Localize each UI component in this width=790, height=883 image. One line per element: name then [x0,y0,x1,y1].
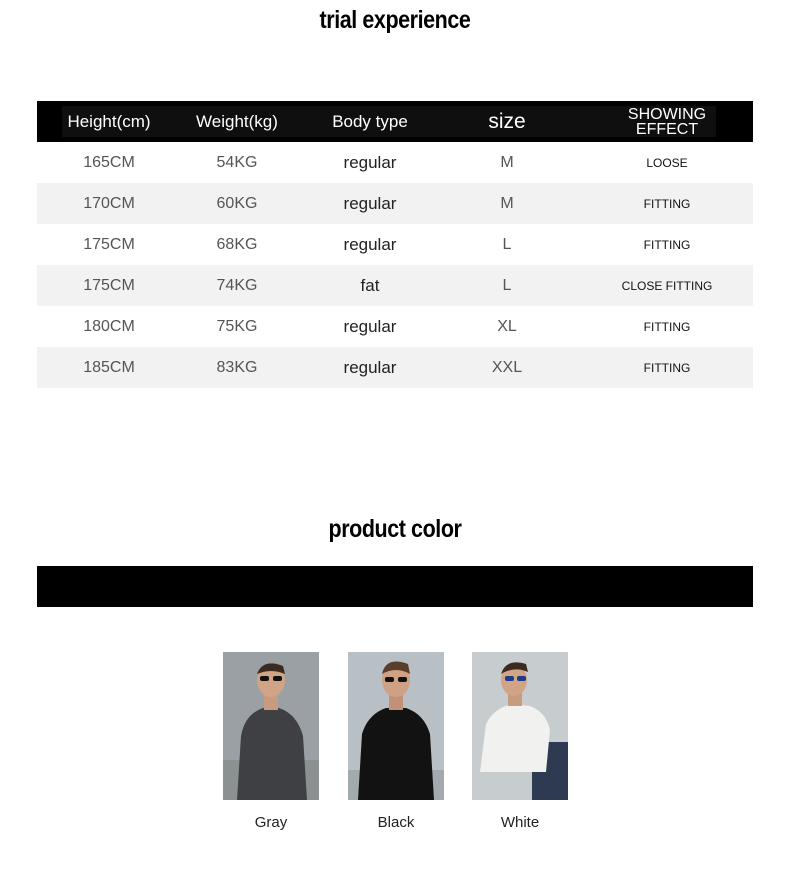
cell-size: L [502,276,512,294]
cell-height: 175CM [83,276,135,294]
header-body-type: Body type [332,111,408,131]
table-header-row [37,101,753,142]
cell-weight: 60KG [216,194,258,212]
cell-showing-effect: FITTING [643,319,691,334]
cell-body-type: regular [343,316,397,336]
cell-height: 170CM [83,194,135,212]
color-option-gray[interactable] [223,652,319,831]
cell-weight: 54KG [216,153,258,171]
cell-body-type: fat [360,275,380,295]
table-row [37,224,753,265]
cell-size: M [500,153,514,171]
header-showing-effect: SHOWING EFFECT [627,105,707,138]
cell-weight: 68KG [216,235,258,253]
cell-body-type: regular [343,234,397,254]
cell-showing-effect: FITTING [643,360,691,375]
cell-showing-effect: FITTING [643,196,691,211]
cell-size: L [502,235,512,253]
cell-body-type: regular [343,357,397,377]
product-photo-white [472,652,568,800]
section-title-trial-experience: trial experience [319,6,471,34]
color-section-banner [37,566,753,607]
table-row [37,142,753,183]
color-option-black[interactable] [348,652,444,831]
size-chart-table [37,101,753,388]
product-photo-black [348,652,444,800]
cell-showing-effect: FITTING [643,237,691,252]
cell-showing-effect: CLOSE FITTING [621,278,713,293]
cell-weight: 74KG [216,276,258,294]
header-size: size [488,109,526,133]
color-label-black: Black [377,814,415,831]
cell-weight: 83KG [216,358,258,376]
header-height: Height(cm) [67,111,151,131]
color-label-white: White [500,814,540,831]
product-photo-gray [223,652,319,800]
cell-size: XL [497,317,517,335]
cell-height: 180CM [83,317,135,335]
section-title-product-color: product color [328,515,462,543]
color-option-white[interactable] [472,652,568,831]
cell-body-type: regular [343,152,397,172]
cell-body-type: regular [343,193,397,213]
cell-height: 175CM [83,235,135,253]
color-label-gray: Gray [254,814,288,831]
header-weight: Weight(kg) [196,111,278,131]
cell-size: M [500,194,514,212]
cell-showing-effect: LOOSE [646,155,688,170]
table-row [37,183,753,224]
cell-weight: 75KG [216,317,258,335]
cell-height: 185CM [83,358,135,376]
table-row [37,347,753,388]
table-row [37,306,753,347]
table-row [37,265,753,306]
cell-height: 165CM [83,153,135,171]
cell-size: XXL [491,358,523,376]
